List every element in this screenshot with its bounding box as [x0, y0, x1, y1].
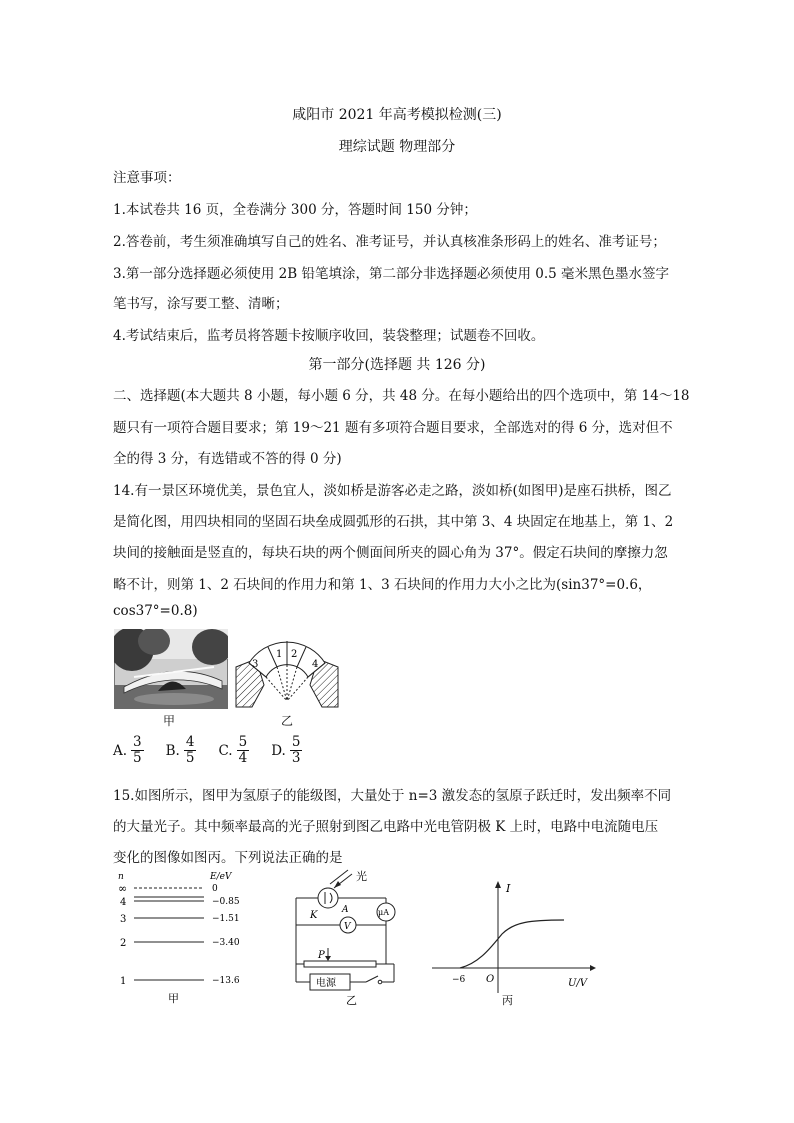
level-e: 0	[212, 884, 218, 894]
option-letter: B.	[165, 742, 180, 759]
level-e: −0.85	[212, 897, 240, 907]
section-intro: 全的得 3 分，有选错或不答的得 0 分)	[113, 451, 342, 467]
voltmeter-label: V	[344, 922, 351, 932]
notice-item: 3.第一部分选择题必须使用 2B 铅笔填涂，第二部分非选择题必须使用 0.5 毫米黑色墨水签字	[113, 266, 670, 282]
stone-label-2: 2	[291, 649, 298, 660]
q14-text: 是简化图，用四块相同的坚固石块垒成圆弧形的石拱，其中第 3、4 块固定在地基上，第 1、2	[113, 514, 674, 530]
level-n: 1	[120, 976, 127, 987]
option-b[interactable]	[166, 735, 197, 766]
section-title: 第一部分(选择题 共 126 分)	[308, 357, 486, 373]
slider-label: P	[318, 950, 325, 961]
cathode-label: K	[310, 910, 318, 921]
origin-label: O	[486, 974, 495, 985]
fraction: $\frac{4}{5}$	[185, 734, 195, 766]
q14-text: 块间的接触面是竖直的，每块石块的两个侧面间所夹的圆心角为 37°。假定石块间的摩擦力忽	[113, 545, 668, 561]
option-letter: A.	[113, 742, 128, 759]
y-axis-label: I	[506, 882, 511, 895]
q14-options	[113, 735, 302, 766]
fig-caption-yi: 乙	[281, 714, 294, 728]
fraction: $\frac{5}{4}$	[238, 734, 248, 766]
notice-item: 1.本试卷共 16 页，全卷满分 300 分，答题时间 150 分钟；	[113, 202, 477, 218]
stone-label-1: 1	[276, 649, 283, 660]
option-c[interactable]	[218, 735, 249, 766]
light-label: 光	[356, 870, 367, 883]
e-axis-label: E/eV	[210, 872, 232, 882]
q14-text: 略不计，则第 1、2 石块间的作用力和第 1、3 石块间的作用力大小之比为(sin37°=0.6，	[113, 577, 652, 593]
stone-label-4: 4	[312, 659, 319, 670]
fig-caption-yi: 乙	[346, 994, 357, 1007]
exam-title: 咸阳市 2021 年高考模拟检测(三)	[292, 107, 502, 123]
photoelectric-circuit	[290, 868, 410, 1008]
stone-arch-diagram	[234, 637, 340, 709]
q14-text: 14.有一景区环境优美，景色宜人，淡如桥是游客必走之路，淡如桥(如图甲)是座石拱桥，图乙	[113, 483, 672, 499]
power-source-label: 电源	[316, 978, 336, 989]
exam-subtitle: 理综试题 物理部分	[338, 139, 456, 155]
option-letter: D.	[271, 742, 286, 759]
option-letter: C.	[218, 742, 233, 759]
bridge-photo	[114, 629, 228, 709]
fig-caption-jia: 甲	[168, 992, 179, 1005]
notice-item: 4.考试结束后，监考员将答题卡按顺序收回，装袋整理；试题卷不回收。	[113, 328, 545, 344]
fraction: $\frac{5}{3}$	[291, 734, 301, 766]
iu-graph	[430, 878, 600, 1008]
level-n: 4	[120, 897, 127, 908]
energy-level-diagram	[112, 868, 272, 1008]
level-e: −3.40	[212, 938, 240, 948]
tick-label: −6	[452, 975, 466, 985]
q15-text: 的大量光子。其中频率最高的光子照射到图乙电路中光电管阴极 K 上时，电路中电流随电压	[113, 819, 659, 835]
q15-text: 变化的图像如图丙。下列说法正确的是	[113, 850, 343, 866]
level-n: ∞	[118, 882, 128, 895]
notice-heading: 注意事项：	[113, 170, 181, 186]
level-e: −1.51	[212, 914, 240, 924]
fig-caption-jia: 甲	[163, 714, 176, 728]
fig-caption-bing: 丙	[502, 994, 513, 1007]
section-intro: 二、选择题(本大题共 8 小题，每小题 6 分，共 48 分。在每小题给出的四个选项中，第 14～18	[113, 388, 690, 404]
anode-label: A	[342, 905, 349, 915]
notice-item: 2.答卷前，考生须准确填写自己的姓名、准考证号，并认真核准条形码上的姓名、准考证号；	[113, 234, 666, 250]
section-intro: 题只有一项符合题目要求；第 19～21 题有多项符合题目要求，全部选对的得 6 分，选对但不	[113, 420, 673, 436]
x-axis-label: U/V	[568, 978, 588, 989]
q14-text: cos37°=0.8)	[113, 603, 198, 619]
level-n: 3	[120, 914, 127, 925]
level-e: −13.6	[212, 976, 240, 986]
fraction: $\frac{3}{5}$	[133, 734, 142, 766]
n-axis-label: n	[118, 872, 124, 882]
microammeter-label: μA	[378, 908, 389, 917]
level-n: 2	[120, 938, 127, 949]
option-d[interactable]	[271, 735, 302, 766]
notice-item: 笔书写，涂写要工整、清晰；	[113, 296, 289, 312]
q15-text: 15.如图所示，图甲为氢原子的能级图，大量处于 n=3 激发态的氢原子跃迁时，发出频率不同	[113, 788, 672, 804]
stone-label-3: 3	[252, 659, 259, 670]
current-curve	[460, 920, 564, 968]
option-a[interactable]	[113, 735, 144, 766]
